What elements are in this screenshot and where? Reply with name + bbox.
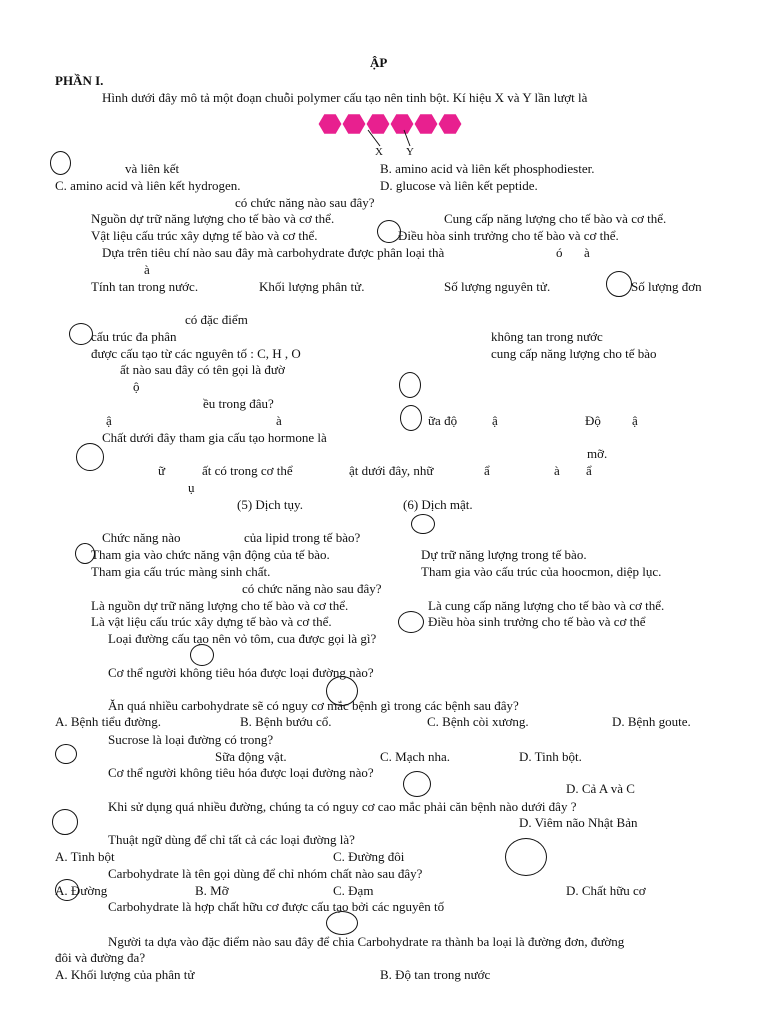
text-line: Hình dưới đây mô tả một đoạn chuỗi polymer cấu tạo nên tinh bột. Kí hiệu X và Y lần lượt là [102, 90, 588, 105]
text-line: (5) Dịch tụy. [237, 497, 303, 512]
text-line: ữa độ [428, 413, 458, 428]
text-line: B. Mỡ [195, 883, 229, 898]
answer-circle-mark [190, 644, 214, 666]
answer-circle-mark [400, 405, 422, 431]
answer-circle-mark [52, 809, 78, 835]
answer-circle-mark [505, 838, 547, 876]
text-line: được cấu tạo từ các nguyên tố : C, H , O [91, 346, 301, 361]
text-line: Thuật ngữ dùng để chỉ tất cả các loại đường là? [108, 832, 355, 847]
text-line: C. Mạch nha. [380, 749, 451, 764]
label-y: Y [406, 146, 414, 158]
answer-circle-mark [411, 514, 435, 534]
text-line: ụ [188, 480, 195, 495]
answer-circle-mark [75, 543, 95, 564]
text-line: ộ [133, 379, 140, 394]
text-line: ậ [492, 413, 498, 428]
text-line: có chức năng nào sau đây? [235, 195, 375, 210]
answer-circle-mark [398, 611, 424, 633]
text-line: Cơ thể người không tiêu hóa được loại đường nào? [108, 765, 374, 780]
text-line: Vật liệu cấu trúc xây dựng tế bào và cơ thể. [91, 228, 318, 243]
text-line: ậ [106, 413, 112, 428]
text-line: Khối lượng phân tử. [259, 279, 365, 294]
text-line: Người ta dựa vào đặc điểm nào sau đây để chia Carbohydrate ra thành ba loại là đường đơn, đường [108, 934, 625, 949]
text-line: à [584, 245, 590, 260]
answer-circle-mark [69, 323, 93, 345]
text-line: Số lượng đơn [631, 279, 702, 294]
text-line: C. Đường đôi [333, 849, 405, 864]
answer-circle-mark [399, 372, 421, 398]
answer-circle-mark [55, 744, 77, 764]
text-line: cấu trúc đa phân [91, 329, 177, 344]
answer-circle-mark [55, 879, 79, 901]
page-title: ẬP [370, 55, 388, 70]
text-line: Chức năng nào [102, 530, 181, 545]
text-line: C. Đạm [333, 883, 374, 898]
text-line: Nguồn dự trữ năng lượng cho tế bào và cơ thể. [91, 211, 335, 226]
answer-circle-mark [50, 151, 71, 175]
text-line: cung cấp năng lượng cho tế bào [491, 346, 657, 361]
text-line: Loại đường cấu tạo nên vỏ tôm, cua được gọi là gì? [108, 631, 377, 646]
hexagon-monomer [438, 114, 462, 134]
text-line: D. Tinh bột. [519, 749, 582, 764]
text-line: ậ [632, 413, 638, 428]
text-line: B. Độ tan trong nước [380, 967, 491, 982]
text-line: Tính tan trong nước. [91, 279, 199, 294]
text-line: có đặc điểm [185, 312, 248, 327]
text-line: ẩ [586, 463, 592, 478]
text-line: Chất dưới đây tham gia cấu tạo hormone là [102, 430, 327, 445]
text-line: Là cung cấp năng lượng cho tế bào và cơ thể. [428, 598, 665, 613]
text-line: Tham gia vào cấu trúc của hoocmon, diệp lục. [421, 564, 662, 579]
part-heading: PHẦN I. [55, 73, 104, 88]
text-line: à [276, 413, 282, 428]
answer-circle-mark [403, 771, 431, 797]
text-line: không tan trong nước [491, 329, 603, 344]
text-line: ật dưới đây, nhữ [349, 463, 434, 478]
text-line: Là nguồn dự trữ năng lượng cho tế bào và cơ thể. [91, 598, 349, 613]
answer-circle-mark [377, 220, 401, 243]
text-line: C. amino acid và liên kết hydrogen. [55, 178, 241, 193]
text-line: Là vật liệu cấu trúc xây dựng tế bào và cơ thể. [91, 614, 332, 629]
text-line: Khi sử dụng quá nhiều đường, chúng ta có nguy cơ cao mắc phải căn bệnh nào dưới đây ? [108, 799, 577, 814]
hexagon-monomer [318, 114, 342, 134]
text-line: Tham gia cấu trúc màng sinh chất. [91, 564, 271, 579]
text-line: à [554, 463, 560, 478]
text-line: (6) Dịch mật. [403, 497, 473, 512]
text-line: ất có trong cơ thể [202, 463, 293, 478]
text-line: Carbohydrate là hợp chất hữu cơ được cấu tạo bởi các nguyên tố [108, 899, 445, 914]
text-line: B. Bệnh bướu cổ. [240, 714, 332, 729]
text-line: Ăn quá nhiều carbohydrate sẽ có nguy cơ mắc bệnh gì trong các bệnh sau đây? [108, 698, 519, 713]
text-line: Số lượng nguyên tử. [444, 279, 551, 294]
text-line: Dựa trên tiêu chí nào sau đây mà carbohydrate được phân loại thà [102, 245, 445, 260]
text-line: Dự trữ năng lượng trong tế bào. [421, 547, 587, 562]
answer-circle-mark [76, 443, 104, 471]
text-line: A. Bệnh tiểu đường. [55, 714, 161, 729]
text-line: D. Bệnh goute. [612, 714, 691, 729]
text-line: mỡ. [587, 446, 608, 461]
text-line: Độ [585, 413, 601, 428]
text-line: Điều hòa sinh trưởng cho tế bào và cơ thể [428, 614, 646, 629]
text-line: A. Đường [55, 883, 108, 898]
text-line: ất nào sau đây có tên gọi là đườ [120, 362, 285, 377]
text-line: của lipid trong tế bào? [244, 530, 361, 545]
text-line: có chức năng nào sau đây? [242, 581, 382, 596]
answer-circle-mark [606, 271, 632, 297]
text-line: à [144, 262, 150, 277]
text-line: Tham gia vào chức năng vận động của tế bào. [91, 547, 330, 562]
text-line: ó [556, 245, 563, 260]
text-line: C. Bệnh còi xương. [427, 714, 529, 729]
text-line: Sucrose là loại đường có trong? [108, 732, 274, 747]
pointer-lines [360, 128, 420, 148]
text-line: B. amino acid và liên kết phosphodiester. [380, 161, 595, 176]
answer-circle-mark [326, 911, 358, 935]
text-line: A. Tinh bột [55, 849, 115, 864]
text-line: ều trong đâu? [203, 396, 274, 411]
text-line: D. Cả A và C [566, 781, 635, 796]
text-line: đôi và đường đa? [55, 950, 146, 965]
text-line: ữ [158, 463, 166, 478]
answer-circle-mark [326, 676, 358, 706]
text-line: và liên kết [125, 161, 180, 176]
text-line: Carbohydrate là tên gọi dùng để chỉ nhóm chất nào sau đây? [108, 866, 423, 881]
label-x: X [375, 146, 383, 158]
text-line: Cơ thể người không tiêu hóa được loại đường nào? [108, 665, 374, 680]
text-line: Điều hòa sinh trưởng cho tế bào và cơ thể. [398, 228, 619, 243]
text-line: D. Viêm não Nhật Bản [519, 815, 638, 830]
text-line: D. Chất hữu cơ [566, 883, 646, 898]
text-line: D. glucose và liên kết peptide. [380, 178, 538, 193]
text-line: Cung cấp năng lượng cho tế bào và cơ thể. [444, 211, 667, 226]
text-line: Sữa động vật. [215, 749, 287, 764]
text-line: ẩ [484, 463, 490, 478]
text-line: A. Khối lượng của phân tử [55, 967, 195, 982]
